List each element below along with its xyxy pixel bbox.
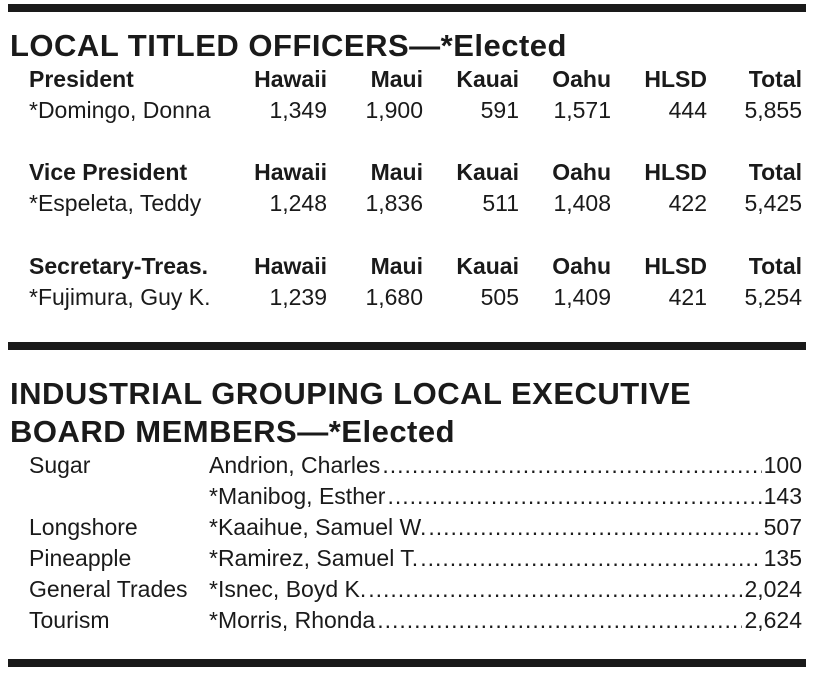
secretary-treasurer-results-table [0,251,820,313]
industry-group-label: Longshore [29,514,138,540]
col-kauai: Kauai [456,66,519,92]
col-hawaii: Hawaii [254,253,327,279]
candidate-row [0,282,820,313]
member-name: *Manibog, Esther [209,483,386,509]
votes-hawaii: 1,239 [269,284,327,310]
votes-hlsd: 422 [668,190,707,216]
office-label: Secretary-Treas. [29,253,209,279]
industry-group-label: Sugar [29,452,91,478]
col-oahu: Oahu [552,66,611,92]
col-maui: Maui [370,253,423,279]
votes-total: 5,254 [744,284,802,310]
board-members-heading-line2: BOARD MEMBERS—*Elected [10,414,456,449]
votes-maui: 1,680 [365,284,423,310]
titled-officers-heading: LOCAL TITLED OFFICERS—*Elected [10,28,567,63]
board-members-heading-line1: INDUSTRIAL GROUPING LOCAL EXECUTIVE [10,376,692,411]
votes-oahu: 1,409 [553,284,611,310]
votes-oahu: 1,408 [553,190,611,216]
col-hlsd: HLSD [644,66,707,92]
office-label: Vice President [29,159,188,185]
list-item [0,543,820,574]
section-divider-rule [8,342,806,350]
member-votes: 2,024 [744,576,802,602]
votes-hlsd: 421 [668,284,707,310]
member-name: *Morris, Rhonda [209,607,376,633]
member-entry [209,512,802,543]
member-name: Andrion, Charles [209,452,381,478]
votes-oahu: 1,571 [553,97,611,123]
member-votes: 135 [763,545,802,571]
list-item [0,450,820,481]
member-entry [209,481,802,512]
member-entry [209,605,802,636]
col-kauai: Kauai [456,159,519,185]
votes-maui: 1,900 [365,97,423,123]
list-item [0,605,820,636]
candidate-name: *Fujimura, Guy K. [29,284,211,310]
member-votes: 143 [763,483,802,509]
dot-leader [428,512,761,543]
list-item [0,481,820,512]
votes-kauai: 511 [482,190,519,216]
col-maui: Maui [370,66,423,92]
office-label: President [29,66,134,92]
dot-leader [387,481,761,512]
dot-leader [420,543,761,574]
candidate-name: *Espeleta, Teddy [29,190,202,216]
member-votes: 2,624 [744,607,802,633]
member-entry [209,450,802,481]
col-hlsd: HLSD [644,159,707,185]
col-maui: Maui [370,159,423,185]
vice-president-results-table [0,157,820,219]
votes-hawaii: 1,349 [269,97,327,123]
col-kauai: Kauai [456,253,519,279]
candidate-name: *Domingo, Donna [29,97,211,123]
col-hawaii: Hawaii [254,159,327,185]
votes-total: 5,425 [744,190,802,216]
votes-maui: 1,836 [365,190,423,216]
member-entry [209,543,802,574]
col-total: Total [748,253,802,279]
votes-hlsd: 444 [668,97,707,123]
member-name: *Kaaihue, Samuel W. [209,514,427,540]
member-votes: 507 [763,514,802,540]
member-entry [209,574,802,605]
col-oahu: Oahu [552,159,611,185]
industry-group-label: General Trades [29,576,188,602]
votes-total: 5,855 [744,97,802,123]
member-name: *Ramirez, Samuel T. [209,545,419,571]
results-header-row [0,64,820,95]
candidate-row [0,188,820,219]
votes-hawaii: 1,248 [269,190,327,216]
member-name: *Isnec, Boyd K. [209,576,367,602]
dot-leader [377,605,742,636]
industry-group-label: Tourism [29,607,110,633]
top-rule [8,4,806,12]
industry-group-label: Pineapple [29,545,132,571]
col-hlsd: HLSD [644,253,707,279]
votes-kauai: 505 [480,284,519,310]
candidate-row [0,95,820,126]
results-header-row [0,157,820,188]
dot-leader [368,574,742,605]
col-hawaii: Hawaii [254,66,327,92]
col-total: Total [748,66,802,92]
member-votes: 100 [763,452,802,478]
list-item [0,574,820,605]
bottom-rule [8,659,806,667]
president-results-table [0,64,820,126]
results-header-row [0,251,820,282]
dot-leader [382,450,761,481]
col-oahu: Oahu [552,253,611,279]
col-total: Total [748,159,802,185]
list-item [0,512,820,543]
board-members-list [0,450,820,636]
votes-kauai: 591 [480,97,519,123]
